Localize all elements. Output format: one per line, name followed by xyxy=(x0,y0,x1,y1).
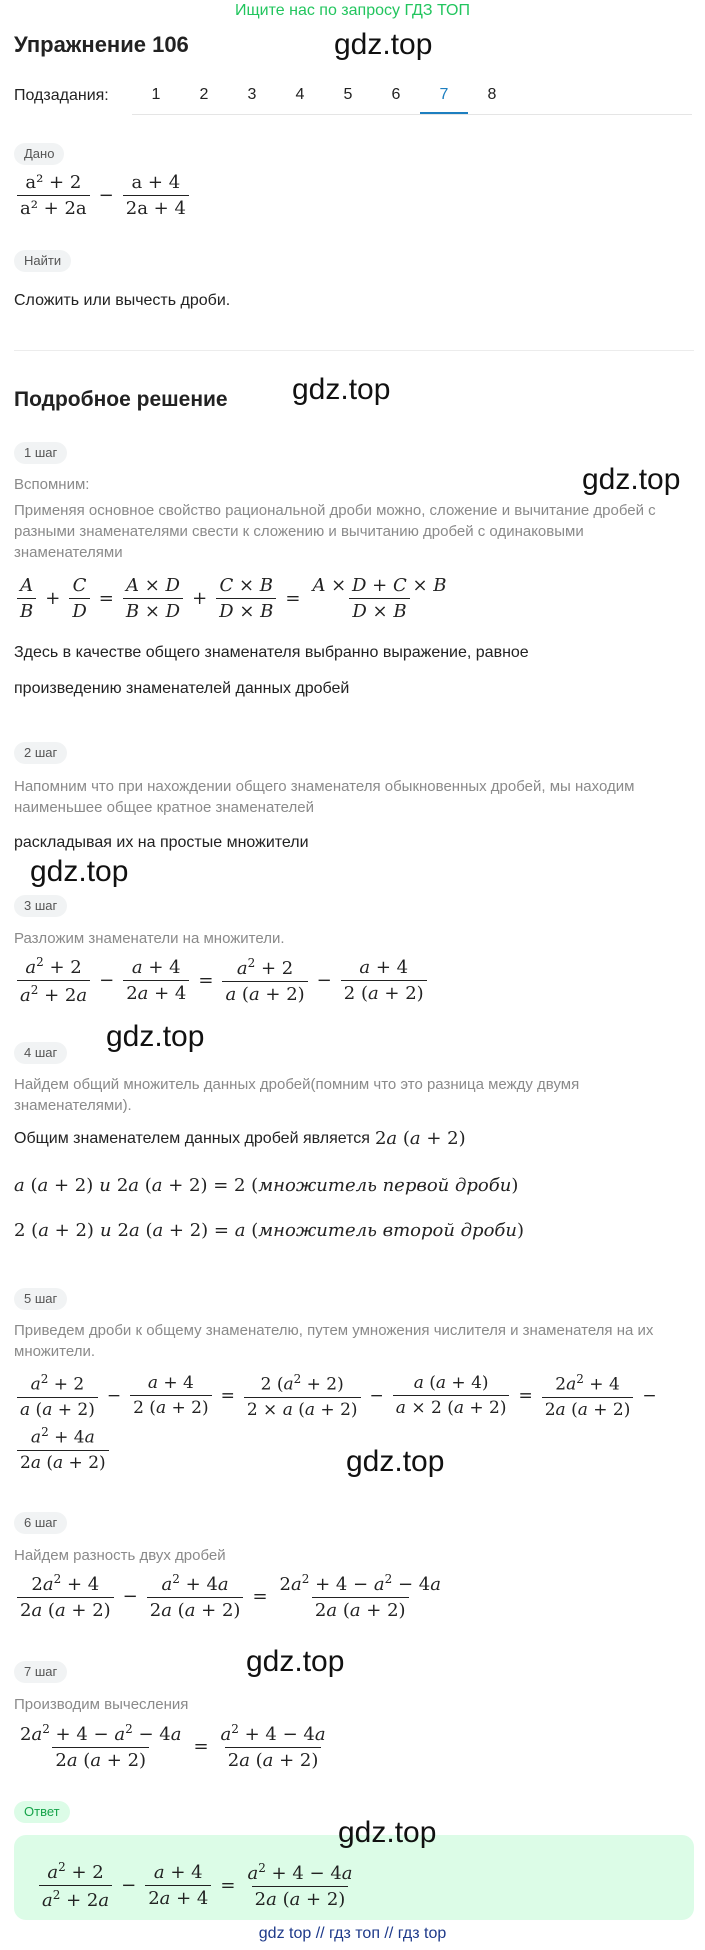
subtasks-label: Подзадания: xyxy=(14,87,109,104)
step-4-line-1: a (a + 2) и 2a (a + 2) = 2 ( множитель первой дроби ) xyxy=(14,1175,519,1196)
watermark: gdz.top xyxy=(582,463,681,496)
step-1-note-1: Здесь в качестве общего знаменателя выбранно выражение, равное xyxy=(14,644,529,661)
watermark: gdz.top xyxy=(346,1445,445,1478)
watermark: gdz.top xyxy=(334,28,433,61)
tab-8[interactable]: 8 xyxy=(487,86,497,103)
step-5-text: Приведем дроби к общему знаменателю, путем умножения числителя и знаменателя на их множители. xyxy=(14,1322,654,1360)
tab-4[interactable]: 4 xyxy=(295,86,305,103)
step-7-text: Производим вычесления xyxy=(14,1696,189,1713)
subtasks-tabs xyxy=(132,80,692,115)
step-6-formula: $\frac{2a^2 + 4}{2a (a + 2)}$ − $\frac{a^2 + 4a}{2a (a + 2)}$ = $\frac{2a^2 + 4 - a^2 - 4a}{2a (a + 2)}$ xyxy=(14,1572,447,1621)
search-banner[interactable]: Ищите нас по запросу ГДЗ ТОП xyxy=(235,2,470,19)
step-4-chip: 4 шаг xyxy=(14,1042,67,1064)
watermark: gdz.top xyxy=(30,855,129,888)
step-6-chip: 6 шаг xyxy=(14,1512,67,1534)
tab-6[interactable]: 6 xyxy=(391,86,401,103)
step-2-chip: 2 шаг xyxy=(14,742,67,764)
find-chip: Найти xyxy=(14,250,71,272)
step-3-text: Разложим знаменатели на множители. xyxy=(14,930,285,947)
step-2-text: Напомним что при нахождении общего знаменателя обыкновенных дробей, мы находим наименьшее общее кратное знаменателей xyxy=(14,778,635,816)
step-2-note: раскладывая их на простые множители xyxy=(14,834,309,851)
tab-5[interactable]: 5 xyxy=(343,86,353,103)
watermark: gdz.top xyxy=(106,1020,205,1053)
step-7-formula: $\frac{2a^2 + 4 - a^2 - 4a}{2a (a + 2)}$ = $\frac{a^2 + 4 - 4a}{2a (a + 2)}$ xyxy=(20,1722,326,1771)
step-5-formula-2: $\frac{a^2 + 4a}{2a (a + 2)}$ xyxy=(14,1425,112,1473)
divider xyxy=(14,350,694,351)
step-7-chip: 7 шаг xyxy=(14,1661,67,1683)
solution-title: Подробное решение xyxy=(14,388,228,411)
answer-chip: Ответ xyxy=(14,1801,70,1823)
step-3-formula: $\frac{a^2 + 2}{a^2 + 2a}$ − $\frac{a + 4}{2a + 4}$ = $\frac{a^2 + 2}{a (a + 2)}$ − $\frac{a + 4}{2 (a + 2)}$ xyxy=(14,955,430,1006)
answer-formula: $\frac{a^2 + 2}{a^2 + 2a}$ − $\frac{a + 4}{2a + 4}$ = $\frac{a^2 + 4 - 4a}{2a (a + 2)}$ xyxy=(36,1860,359,1911)
step-4-note: Общим знаменателем данных дробей является 2a (a + 2) xyxy=(14,1128,466,1149)
given-chip: Дано xyxy=(14,143,64,165)
watermark: gdz.top xyxy=(292,373,391,406)
step-5-chip: 5 шаг xyxy=(14,1288,67,1310)
page-title: Упражнение 106 xyxy=(14,32,189,57)
step-4-text: Найдем общий множитель данных дробей(помним что это разница между двумя знаменателями). xyxy=(14,1076,580,1114)
step-1-text: Применяя основное свойство рациональной дроби можно, сложение и вычитание дробей с разными знаменателями свести к сложению и вычитанию дробей с одинаковыми знаменателями xyxy=(14,502,656,561)
step-5-formula-1: $\frac{a^2 + 2}{a (a + 2)}$ − $\frac{a + 4}{2 (a + 2)}$ = $\frac{2 (a^2 + 2)}{2 \times a (a + 2)}$ − $\frac{a (a + 4)}{a \times 2 (a + 2)}$ = $\frac{2a^2 + 4}{2a (a + 2)}$ − xyxy=(14,1372,663,1420)
step-1-intro: Вспомним: xyxy=(14,476,90,493)
step-1-note-2: произведению знаменателей данных дробей xyxy=(14,680,350,697)
given-expression: $\frac{\text{a² + 2}}{\text{a² + 2a}}$ − $\frac{a + 4}{2a + 4}$ xyxy=(14,172,192,219)
step-6-text: Найдем разность двух дробей xyxy=(14,1547,226,1564)
step-4-line-2: 2 (a + 2) и 2a (a + 2) = a ( множитель второй дроби ) xyxy=(14,1220,525,1241)
find-text: Сложить или вычесть дроби. xyxy=(14,292,231,309)
watermark: gdz.top xyxy=(246,1645,345,1678)
step-1-formula: $\frac{A}{B}$ + $\frac{C}{D}$ = $\frac{A \times D}{B \times D}$ + $\frac{C \times B}{D \times B}$ = $\frac{A \times D + C \times B}{D \times B}$ xyxy=(14,575,453,622)
watermark: gdz.top xyxy=(338,1816,437,1849)
step-3-chip: 3 шаг xyxy=(14,895,67,917)
tab-2[interactable]: 2 xyxy=(199,86,209,103)
step-1-chip: 1 шаг xyxy=(14,442,67,464)
tab-3[interactable]: 3 xyxy=(247,86,257,103)
footer-links[interactable]: gdz top // гдз топ // гдз top xyxy=(258,1925,447,1942)
tab-7[interactable]: 7 xyxy=(420,80,468,114)
tab-1[interactable]: 1 xyxy=(151,86,161,103)
